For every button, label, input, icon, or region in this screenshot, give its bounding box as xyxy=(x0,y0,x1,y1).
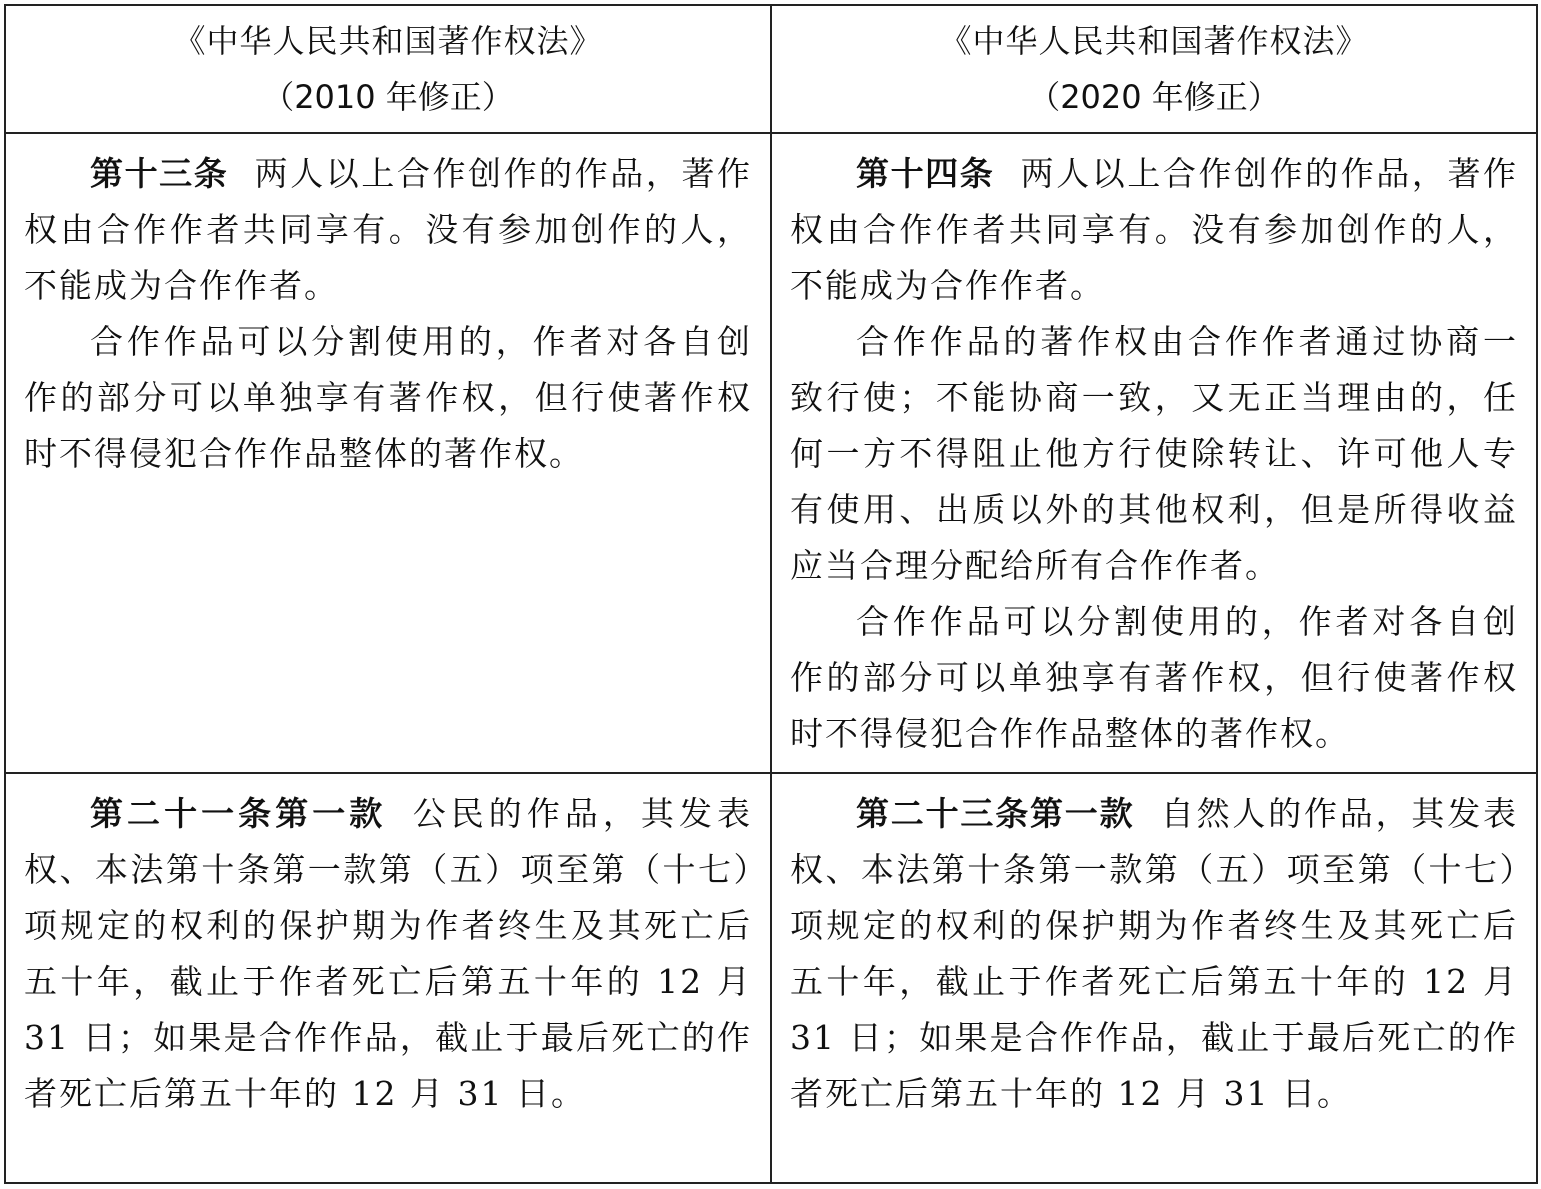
comparison-table xyxy=(4,4,1538,1184)
paragraph xyxy=(24,786,752,1122)
article-number: 第二十三条第一款 xyxy=(856,794,1135,833)
header-right xyxy=(771,5,1537,133)
paragraph-text: 两人以上合作创作的作品，著作权由合作作者共同享有。没有参加创作的人，不能成为合作作者。 xyxy=(24,154,753,305)
paragraph xyxy=(790,786,1518,1122)
law-edition-right: （2020 年修正） xyxy=(1028,78,1280,116)
article-number: 第十三条 xyxy=(90,154,229,193)
paragraph-text: 自然人的作品，其发表权、本法第十条第一款第（五）项至第（十七）项规定的权利的保护期为作者终生及其死亡后五十年，截止于作者死亡后第五十年的 12 月 31 日；如果是合作作品，截止于最后死亡的作者死亡后第五十年的 12 月 31 日。 xyxy=(790,794,1519,1113)
paragraph-text: 公民的作品，其发表权、本法第十条第一款第（五）项至第（十七）项规定的权利的保护期为作者终生及其死亡后五十年，截止于作者死亡后第五十年的 12 月 31 日；如果是合作作品，截止于最后死亡的作者死亡后第五十年的 12 月 31 日。 xyxy=(24,794,753,1113)
article-number: 第十四条 xyxy=(856,154,995,193)
paragraph xyxy=(24,146,752,314)
cell-2010-article-13 xyxy=(5,133,771,773)
paragraph xyxy=(790,146,1518,314)
comparison-document xyxy=(4,4,1536,1184)
law-title-right: 《中华人民共和国著作权法》 xyxy=(939,22,1369,60)
law-title-left: 《中华人民共和国著作权法》 xyxy=(173,22,603,60)
table-header-row xyxy=(5,5,1537,133)
header-left xyxy=(5,5,771,133)
table-row xyxy=(5,773,1537,1183)
cell-2020-article-14 xyxy=(771,133,1537,773)
paragraph: 合作作品可以分割使用的，作者对各自创作的部分可以单独享有著作权，但行使著作权时不得侵犯合作作品整体的著作权。 xyxy=(790,602,1518,753)
table-row xyxy=(5,133,1537,773)
paragraph: 合作作品可以分割使用的，作者对各自创作的部分可以单独享有著作权，但行使著作权时不得侵犯合作作品整体的著作权。 xyxy=(24,322,752,473)
article-number: 第二十一条第一款 xyxy=(90,794,387,833)
paragraph: 合作作品的著作权由合作作者通过协商一致行使；不能协商一致，又无正当理由的，任何一方不得阻止他方行使除转让、许可他人专有使用、出质以外的其他权利，但是所得收益应当合理分配给所有合作作者。 xyxy=(790,322,1518,585)
law-edition-left: （2010 年修正） xyxy=(262,78,514,116)
cell-2010-article-21 xyxy=(5,773,771,1183)
paragraph-text: 两人以上合作创作的作品，著作权由合作作者共同享有。没有参加创作的人，不能成为合作作者。 xyxy=(790,154,1519,305)
cell-2020-article-23 xyxy=(771,773,1537,1183)
